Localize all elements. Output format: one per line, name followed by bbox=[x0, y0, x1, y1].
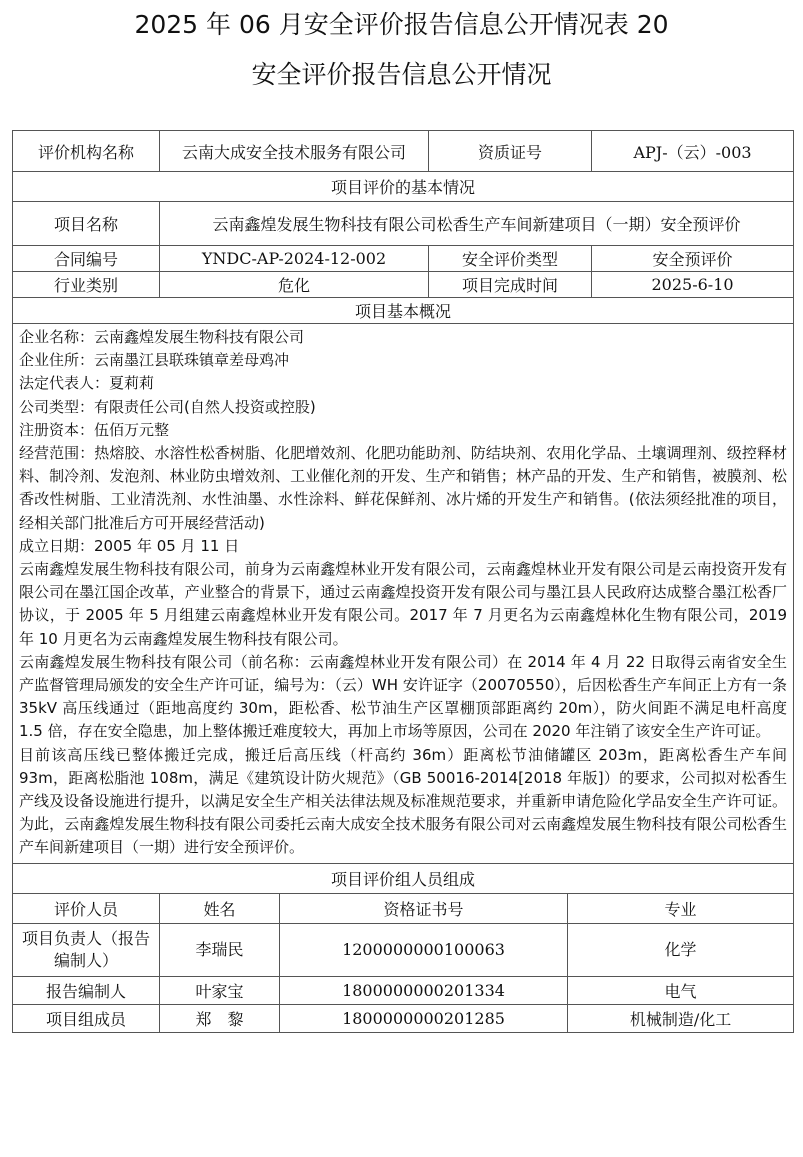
document-title: 2025 年 06 月安全评价报告信息公开情况表 20 bbox=[134, 10, 669, 39]
team-header-major: 专业 bbox=[568, 893, 794, 923]
project-value: 云南鑫煌发展生物科技有限公司松香生产车间新建项目（一期）安全预评价 bbox=[160, 202, 794, 246]
team-section-title: 项目评价组人员组成 bbox=[13, 863, 794, 893]
overview-body bbox=[13, 324, 794, 864]
org-row bbox=[13, 131, 794, 172]
team-header-name: 姓名 bbox=[160, 893, 280, 923]
team-major: 电气 bbox=[568, 976, 794, 1004]
team-name: 郑 黎 bbox=[160, 1004, 280, 1032]
team-cert: 1800000000201334 bbox=[280, 976, 568, 1004]
cert-label: 资质证号 bbox=[429, 131, 592, 172]
basic-section-title: 项目评价的基本情况 bbox=[13, 172, 794, 202]
cert-value: APJ-（云）-003 bbox=[592, 131, 794, 172]
team-role: 报告编制人 bbox=[13, 976, 160, 1004]
project-row bbox=[13, 202, 794, 246]
team-section-row bbox=[13, 863, 794, 893]
contract-row bbox=[13, 246, 794, 272]
team-cert: 1800000000201285 bbox=[280, 1004, 568, 1032]
contract-value: YNDC-AP-2024-12-002 bbox=[160, 246, 429, 272]
eval-type-value: 安全预评价 bbox=[592, 246, 794, 272]
industry-label: 行业类别 bbox=[13, 272, 160, 298]
overview-paragraph: 企业名称：云南鑫煌发展生物科技有限公司 bbox=[19, 328, 305, 346]
contract-label: 合同编号 bbox=[13, 246, 160, 272]
team-name: 叶家宝 bbox=[160, 976, 280, 1004]
team-major: 机械制造/化工 bbox=[568, 1004, 794, 1032]
team-row bbox=[13, 976, 794, 1004]
overview-row bbox=[13, 324, 794, 864]
overview-section-row bbox=[13, 298, 794, 324]
industry-row bbox=[13, 272, 794, 298]
team-header-row bbox=[13, 893, 794, 923]
team-name: 李瑞民 bbox=[160, 923, 280, 976]
team-role: 项目负责人（报告编制人） bbox=[13, 923, 160, 976]
team-major: 化学 bbox=[568, 923, 794, 976]
finish-label: 项目完成时间 bbox=[429, 272, 592, 298]
disclosure-table bbox=[12, 130, 794, 1033]
overview-paragraph: 企业住所：云南墨江县联珠镇章差母鸡冲 bbox=[19, 351, 290, 370]
overview-paragraph: 法定代表人：夏莉莉 bbox=[19, 374, 155, 393]
document-subtitle: 安全评价报告信息公开情况 bbox=[251, 60, 552, 89]
org-label: 评价机构名称 bbox=[13, 131, 160, 172]
overview-paragraph: 目前该高压线已整体搬迁完成，搬迁后高压线（杆高约 36m）距离松节油储罐区 203m，距离松香生产车间 93m，距离松脂池 108m，满足《建筑设计防火规范》（GB 50016-2014[2018 年版]）的要求，公司拟对松香生产线及设备设施进行提升，以满足安全生产相关法律法规及标准规范要求，并重新申请危险化学品安全生产许可证。为此，云南鑫煌发展生物科技有限公司委托云南大成安全技术服务有限公司对云南鑫煌发展生物科技有限公司松香生产车间新建项目（一期）进行安全预评价。 bbox=[19, 745, 788, 857]
team-row bbox=[13, 1004, 794, 1032]
eval-type-label: 安全评价类型 bbox=[429, 246, 592, 272]
overview-paragraph: 经营范围：热熔胶、水溶性松香树脂、化肥增效剂、化肥功能助剂、防结块剂、农用化学品、土壤调理剂、级控释材料、制冷剂、发泡剂、林业防虫增效剂、工业催化剂的开发、生产和销售；林产品的开发、生产和销售，被膜剂、松香改性树脂、工业清洗剂、水性油墨、水性涂料、鲜花保鲜剂、冰片烯的开发生产和销售。(依法须经批准的项目，经相关部门批准后方可开展经营活动) bbox=[19, 444, 788, 532]
overview-section-title: 项目基本概况 bbox=[13, 298, 794, 324]
team-row bbox=[13, 923, 794, 976]
team-cert: 1200000000100063 bbox=[280, 923, 568, 976]
overview-paragraph: 云南鑫煌发展生物科技有限公司（前名称：云南鑫煌林业开发有限公司）在 2014 年 4 月 22 日取得云南省安全生产监督管理局颁发的安全生产许可证，编号为：（云）WH 安许证字（20070550），后因松香生产车间正上方有一条 35kV 高压线通过（距地高度约 30m，距松香、松节油生产区罩棚顶部距离约 20m），防火间距不满足电杆高度 1.5 倍，存在安全隐患，加上整体搬迁难度较大，再加上市场等原因，公司在 2020 年注销了该安全生产许可证。 bbox=[19, 652, 788, 741]
overview-paragraph: 公司类型：有限责任公司(自然人投资或控股) bbox=[19, 397, 316, 416]
industry-value: 危化 bbox=[160, 272, 429, 298]
basic-section-row bbox=[13, 172, 794, 202]
finish-value: 2025-6-10 bbox=[592, 272, 794, 298]
team-role: 项目组成员 bbox=[13, 1004, 160, 1032]
team-header-cert: 资格证书号 bbox=[280, 893, 568, 923]
team-header-role: 评价人员 bbox=[13, 893, 160, 923]
overview-paragraph: 注册资本：伍佰万元整 bbox=[19, 420, 170, 439]
overview-paragraph: 云南鑫煌发展生物科技有限公司，前身为云南鑫煌林业开发有限公司，云南鑫煌林业开发有限公司是云南投资开发有限公司在墨江国企改革，产业整合的背景下，通过云南鑫煌投资开发有限公司与墨江县人民政府达成整合墨江松香厂协议，于 2005 年 5 月组建云南鑫煌林业开发有限公司。2017 年 7 月更名为云南鑫煌林化生物有限公司，2019 年 10 月更名为云南鑫煌发展生物科技有限公司。 bbox=[19, 560, 788, 648]
org-value: 云南大成安全技术服务有限公司 bbox=[160, 131, 429, 172]
project-label: 项目名称 bbox=[13, 202, 160, 246]
overview-paragraph: 成立日期：2005 年 05 月 11 日 bbox=[19, 536, 240, 555]
